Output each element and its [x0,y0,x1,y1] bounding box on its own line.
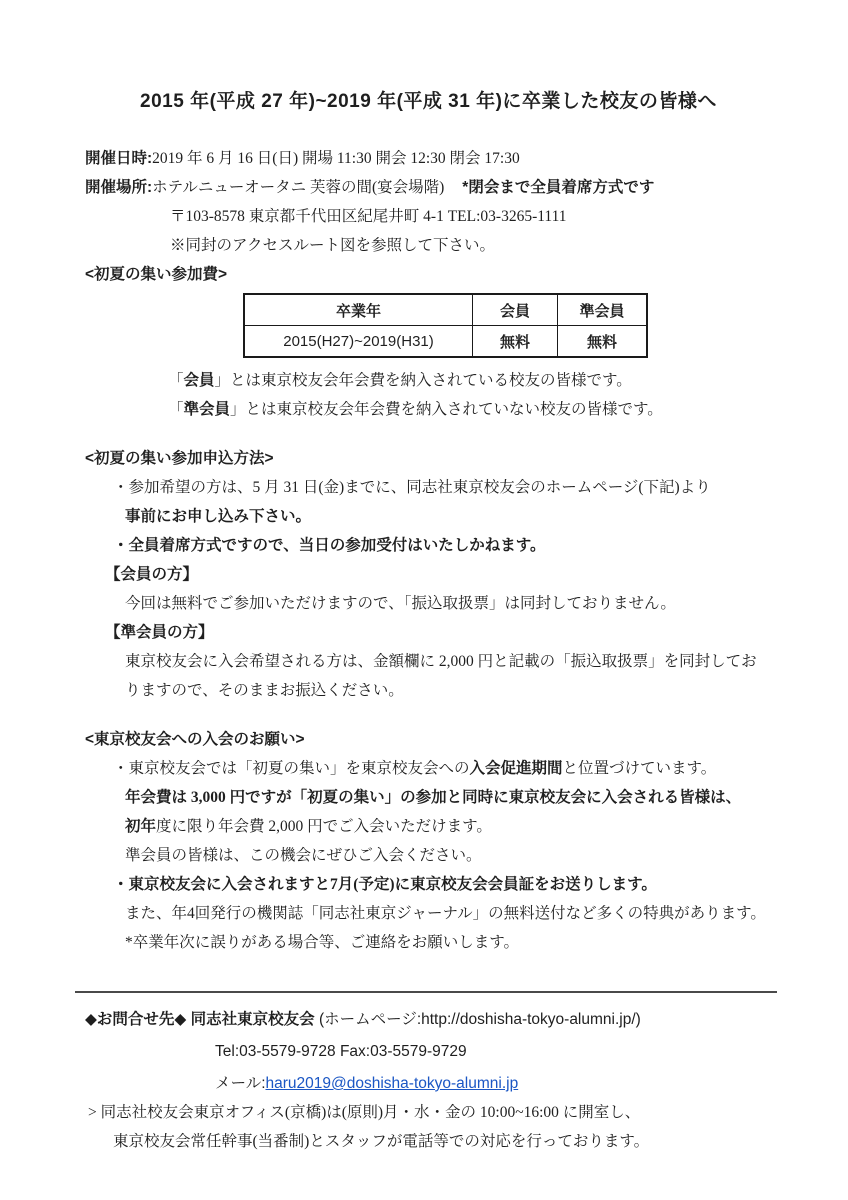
fee-member-value: 無料 [473,326,558,358]
fee-col-member: 会員 [473,294,558,326]
venue-label: 開催場所: [85,179,153,196]
email-link[interactable]: haru2019@doshisha-tokyo-alumni.jp [265,1075,519,1092]
contact-line [85,1005,772,1034]
associate-def-open: 「 [168,401,184,418]
fee-table-data-row [244,326,647,358]
datetime-label: 開催日時: [85,150,153,167]
contact-homepage: (ホームページ:http://doshisha-tokyo-alumni.jp/) [318,1011,641,1028]
contact-tel-fax: Tel:03-5579-9728 Fax:03-5579-9729 [215,1043,467,1060]
apply-associate-text-line2: りますので、そのままお振込ください。 [125,682,404,699]
event-venue-line [85,173,772,202]
associate-def-text: 」とは東京校友会年会費を納入されていない校友の皆様です。 [230,401,663,418]
join-bullet1-emphasis: 入会促進期間 [469,760,563,777]
apply-bullet1-line2: 事前にお申し込み下さい。 [125,508,312,525]
fee-associate-value: 無料 [558,326,648,358]
office-info-line2: 東京校友会常任幹事(当番制)とスタッフが電話等での対応を行っております。 [113,1133,650,1150]
event-datetime-line [85,144,772,173]
join-first-year-line [125,812,772,841]
join-first-year-emphasis: 初年 [125,818,157,835]
join-journal-line: また、年4回発行の機関誌「同志社東京ジャーナル」の無料送付など多くの特典があります。 [125,905,766,922]
join-first-year-rest: 度に限り年会費 2,000 円でご入会いただけます。 [156,818,492,835]
footer-divider [75,991,777,993]
associate-definition [168,395,772,424]
office-info-line1: > 同志社校友会東京オフィス(京橋)は(原則)月・水・金の 10:00~16:00 に開室し、 [88,1104,641,1121]
join-bullet1-pre: ・東京校友会では「初夏の集い」を東京校友会への [113,760,470,777]
join-fee-line: 年会費は 3,000 円ですが「初夏の集い」の参加と同時に東京校友会に入会される皆様は、 [125,789,742,806]
datetime-value: 2019 年 6 月 16 日(日) 開場 11:30 開会 12:30 閉会 17:30 [152,150,520,167]
apply-member-text: 今回は無料でご参加いただけますので、「振込取扱票」は同封しておりません。 [125,595,676,612]
join-bullet1-post: と位置づけています。 [562,760,717,777]
venue-note: *閉会まで全員着席方式です [462,179,655,196]
fee-table-header-row [244,294,647,326]
apply-associate-text-line1: 東京校友会に入会希望される方は、金額欄に 2,000 円と記載の「振込取扱票」を同封してお [125,653,757,670]
apply-section-heading: <初夏の集い参加申込方法> [85,450,274,467]
fee-table [243,293,648,358]
join-invite-line: 準会員の皆様は、この機会にぜひご入会ください。 [125,847,482,864]
venue-value: ホテルニューオータニ 芙蓉の間(宴会場階) [152,179,445,196]
member-def-term: 会員 [183,372,215,389]
join-bullet1 [113,754,772,783]
fee-col-grad-year: 卒業年 [244,294,473,326]
member-def-text: 」とは東京校友会年会費を納入されている校友の皆様です。 [214,372,632,389]
fee-col-associate: 準会員 [558,294,648,326]
access-note: ※同封のアクセスルート図を参照して下さい。 [170,237,496,254]
member-definition [168,366,772,395]
mail-label: メール: [215,1075,266,1092]
join-section-heading: <東京校友会への入会のお願い> [85,731,305,748]
venue-address: 〒103-8578 東京都千代田区紀尾井町 4-1 TEL:03-3265-1111 [170,208,567,225]
fee-row-year: 2015(H27)~2019(H31) [244,326,473,358]
fee-section-heading: <初夏の集い参加費> [85,266,228,283]
associate-def-term: 準会員 [183,401,231,418]
page-title: 2015 年(平成 27 年)~2019 年(平成 31 年)に卒業した校友の皆様へ [140,91,717,112]
apply-associate-header: 【準会員の方】 [105,624,214,641]
apply-member-header: 【会員の方】 [105,566,199,583]
apply-bullet1-line1: ・参加希望の方は、5 月 31 日(金)までに、同志社東京校友会のホームページ(下記)より [113,479,711,496]
contact-label: ◆お問合せ先◆ 同志社東京校友会 [85,1011,315,1028]
contact-mail-line [215,1069,772,1098]
join-bullet2: ・東京校友会に入会されますと7月(予定)に東京校友会会員証をお送りします。 [113,876,657,893]
member-def-open: 「 [168,372,184,389]
join-correction-note: *卒業年次に誤りがある場合等、ご連絡をお願いします。 [125,934,520,951]
apply-bullet2: ・全員着席方式ですので、当日の参加受付はいたしかねます。 [113,537,546,554]
